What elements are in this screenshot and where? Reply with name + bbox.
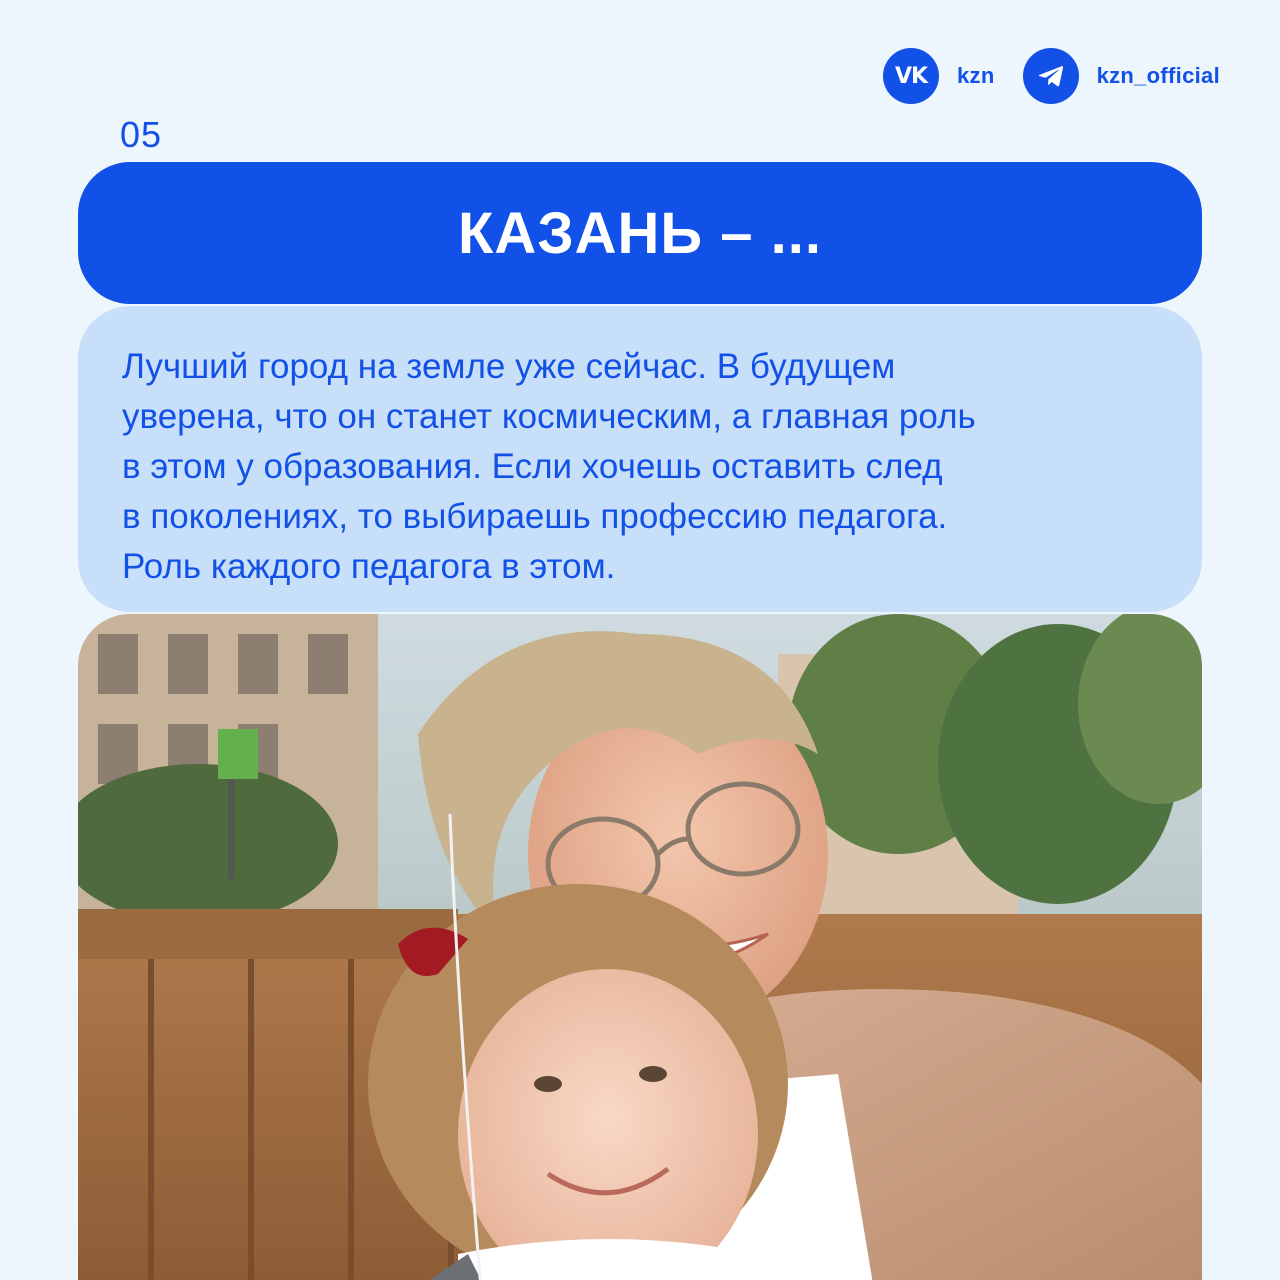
social-links [883, 48, 1220, 104]
quote-line: в этом у образования. Если хочешь оставить след [122, 447, 943, 486]
quote-card [78, 306, 1202, 612]
slide-number: 05 [120, 114, 163, 155]
telegram-handle: kzn_official [1096, 63, 1220, 88]
quote-line: Лучший город на земле уже сейчас. В будущем [122, 347, 896, 386]
telegram-icon [1023, 48, 1079, 104]
photo-teacher-and-girl [78, 614, 1202, 1280]
vk-icon: VK [883, 48, 939, 104]
title-banner [78, 162, 1202, 304]
vk-handle: kzn [957, 63, 995, 88]
quote-line: уверена, что он станет космическим, а главная роль [122, 397, 976, 436]
quote-text [122, 342, 1158, 592]
vk-link[interactable] [883, 48, 995, 104]
quote-line: в поколениях, то выбираешь профессию педагога. [122, 497, 948, 536]
quote-line: Роль каждого педагога в этом. [122, 547, 616, 586]
page-title: КАЗАНЬ – ... [458, 200, 822, 266]
telegram-link[interactable] [1023, 48, 1220, 104]
photo-illustration [78, 614, 1202, 1280]
